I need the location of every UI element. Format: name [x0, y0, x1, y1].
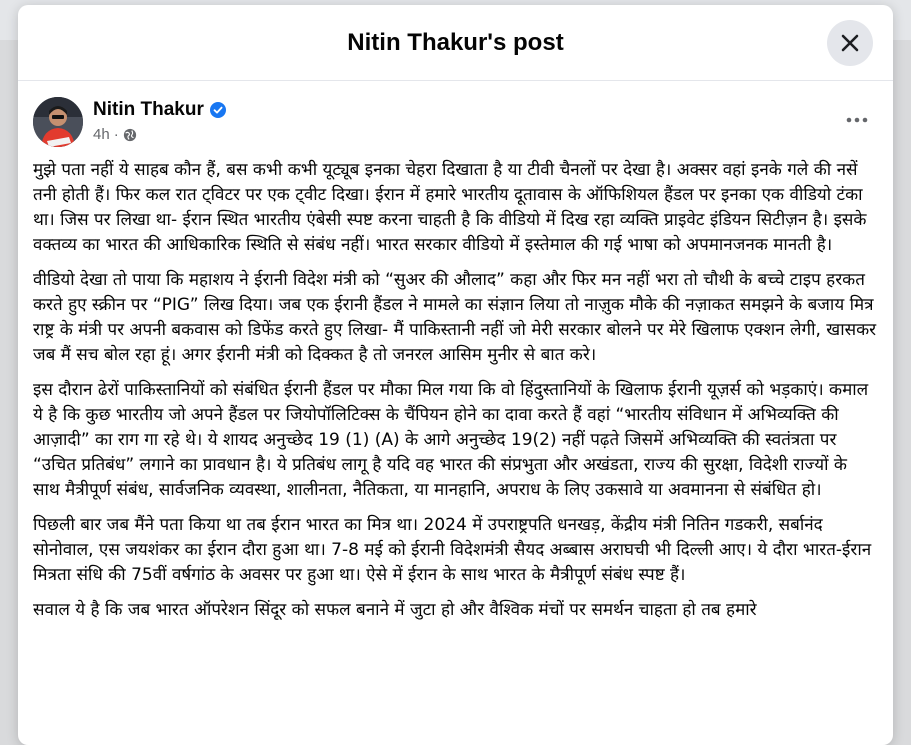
post-paragraph: इस दौरान ढेरों पाकिस्तानियों को संबंधित ईरानी हैंडल पर मौका मिल गया कि वो हिंदुस्तानियों के खिलाफ ईरानी यूज़र्स को भड़काएं। कमाल ये है कि कुछ भारतीय जो अपने हैंडल पर जियोपॉलिटिक्स के चैंपियन होने का दावा करते हैं वहां “भारतीय संविधान में अभिव्यक्ति की आज़ादी” का राग गा रहे थे। ये शायद अनुच्छेद 19 (1) (A) के आगे अनुच्छेद 19(2) नहीं पढ़ते जिसमें अभिव्यक्ति की स्वतंत्रता पर “उचित प्रतिबंध” लगाने का प्रावधान है। ये प्रतिबंध लागू है यदि वह भारत की संप्रभुता और अखंडता, राज्य की सुरक्षा, विदेशी राज्यों के साथ मैत्रीपूर्ण संबंध, सार्वजनिक व्यवस्था, शालीनता, नैतिकता, या मानहानि, अपराध के लिए उकसावे या अवमानना से संबंधित हो।	[33, 380, 869, 500]
close-icon	[840, 33, 860, 53]
post-timestamp[interactable]: 4h	[93, 126, 110, 143]
modal-title: Nitin Thakur's post	[347, 28, 564, 56]
post-paragraph: सवाल ये है कि जब भारत ऑपरेशन सिंदूर को सफल बनाने में जुटा हो और वैश्विक मंचों पर समर्थन चाहता हो तब हमारे	[33, 600, 757, 620]
globe-icon	[123, 128, 137, 142]
post-text	[18, 158, 893, 623]
post-paragraph: वीडियो देखा तो पाया कि महाशय ने ईरानी विदेश मंत्री को “सुअर की औलाद” कहा और फिर मन नहीं भरा तो चौथी के बच्चे टाइप हरकत करते हुए स्क्रीन पर “PIG” लिख दिया। जब एक ईरानी हैंडल ने मामले का संज्ञान लिया तो नाज़ुक मौके की नज़ाकत समझने के बजाय मित्र राष्ट्र के मंत्री पर अपनी बकवास को डिफेंड करते हुए लिखा- मैं पाकिस्तानी नहीं जो मेरी सरकार बोलने पर मेरे खिलाफ एक्शन लेगी, खासकर जब मैं सच बोल रहा हूं। अगर ईरानी मंत्री को दिक्कत है तो जनरल आसिम मुनीर से बात करे।	[33, 270, 877, 365]
more-options-button[interactable]	[837, 104, 877, 136]
close-button[interactable]	[827, 20, 873, 66]
meta-separator: ·	[113, 126, 119, 143]
post-header	[18, 96, 893, 158]
post-meta	[93, 126, 137, 143]
author-line	[93, 99, 226, 121]
modal-header	[18, 5, 893, 81]
avatar[interactable]	[33, 97, 83, 147]
post-paragraph: पिछली बार जब मैंने पता किया था तब ईरान भारत का मित्र था। 2024 में उपराष्ट्रपति धनखड़, केंद्रीय मंत्री नितिन गडकरी, सर्बानंद सोनोवाल, एस जयशंकर का ईरान दौरा हुआ था। 7-8 मई को ईरानी विदेशमंत्री सैयद अब्बास अराघची भी दिल्ली आए। ये दौरा भारत-ईरान मित्रता संधि की 75वीं वर्षगांठ के अवसर पर हुआ था। ऐसे में ईरान के साथ भारत के मैत्रीपूर्ण संबंध स्पष्ट हैं।	[33, 515, 872, 585]
more-horizontal-icon	[846, 117, 868, 123]
post-paragraph: मुझे पता नहीं ये साहब कौन हैं, बस कभी कभी यूट्यूब इनका चेहरा दिखाता है या टीवी चैनलों पर देखा है। अक्सर वहां इनके गले की नसें तनी होती हैं। फिर कल रात ट्विटर पर एक ट्वीट दिखा। ईरान में हमारे भारतीय दूतावास के ऑफिशियल हैंडल पर इनका एक वीडियो टंका था। जिस पर लिखा था- ईरान स्थित भारतीय एंबेसी स्पष्ट करना चाहती है कि वीडियो में दिख रहा व्यक्ति प्राइवेट इंडियन सिटीज़न है। इसके वक्तव्य का भारत की आधिकारिक स्थिति से संबंध नहीं। भारत सरकार वीडियो में इस्तेमाल की गई भाषा को अपमानजनक मानती है।	[33, 160, 867, 255]
post-modal	[18, 5, 893, 745]
verified-badge-icon	[210, 102, 226, 118]
author-name[interactable]: Nitin Thakur	[93, 99, 204, 120]
